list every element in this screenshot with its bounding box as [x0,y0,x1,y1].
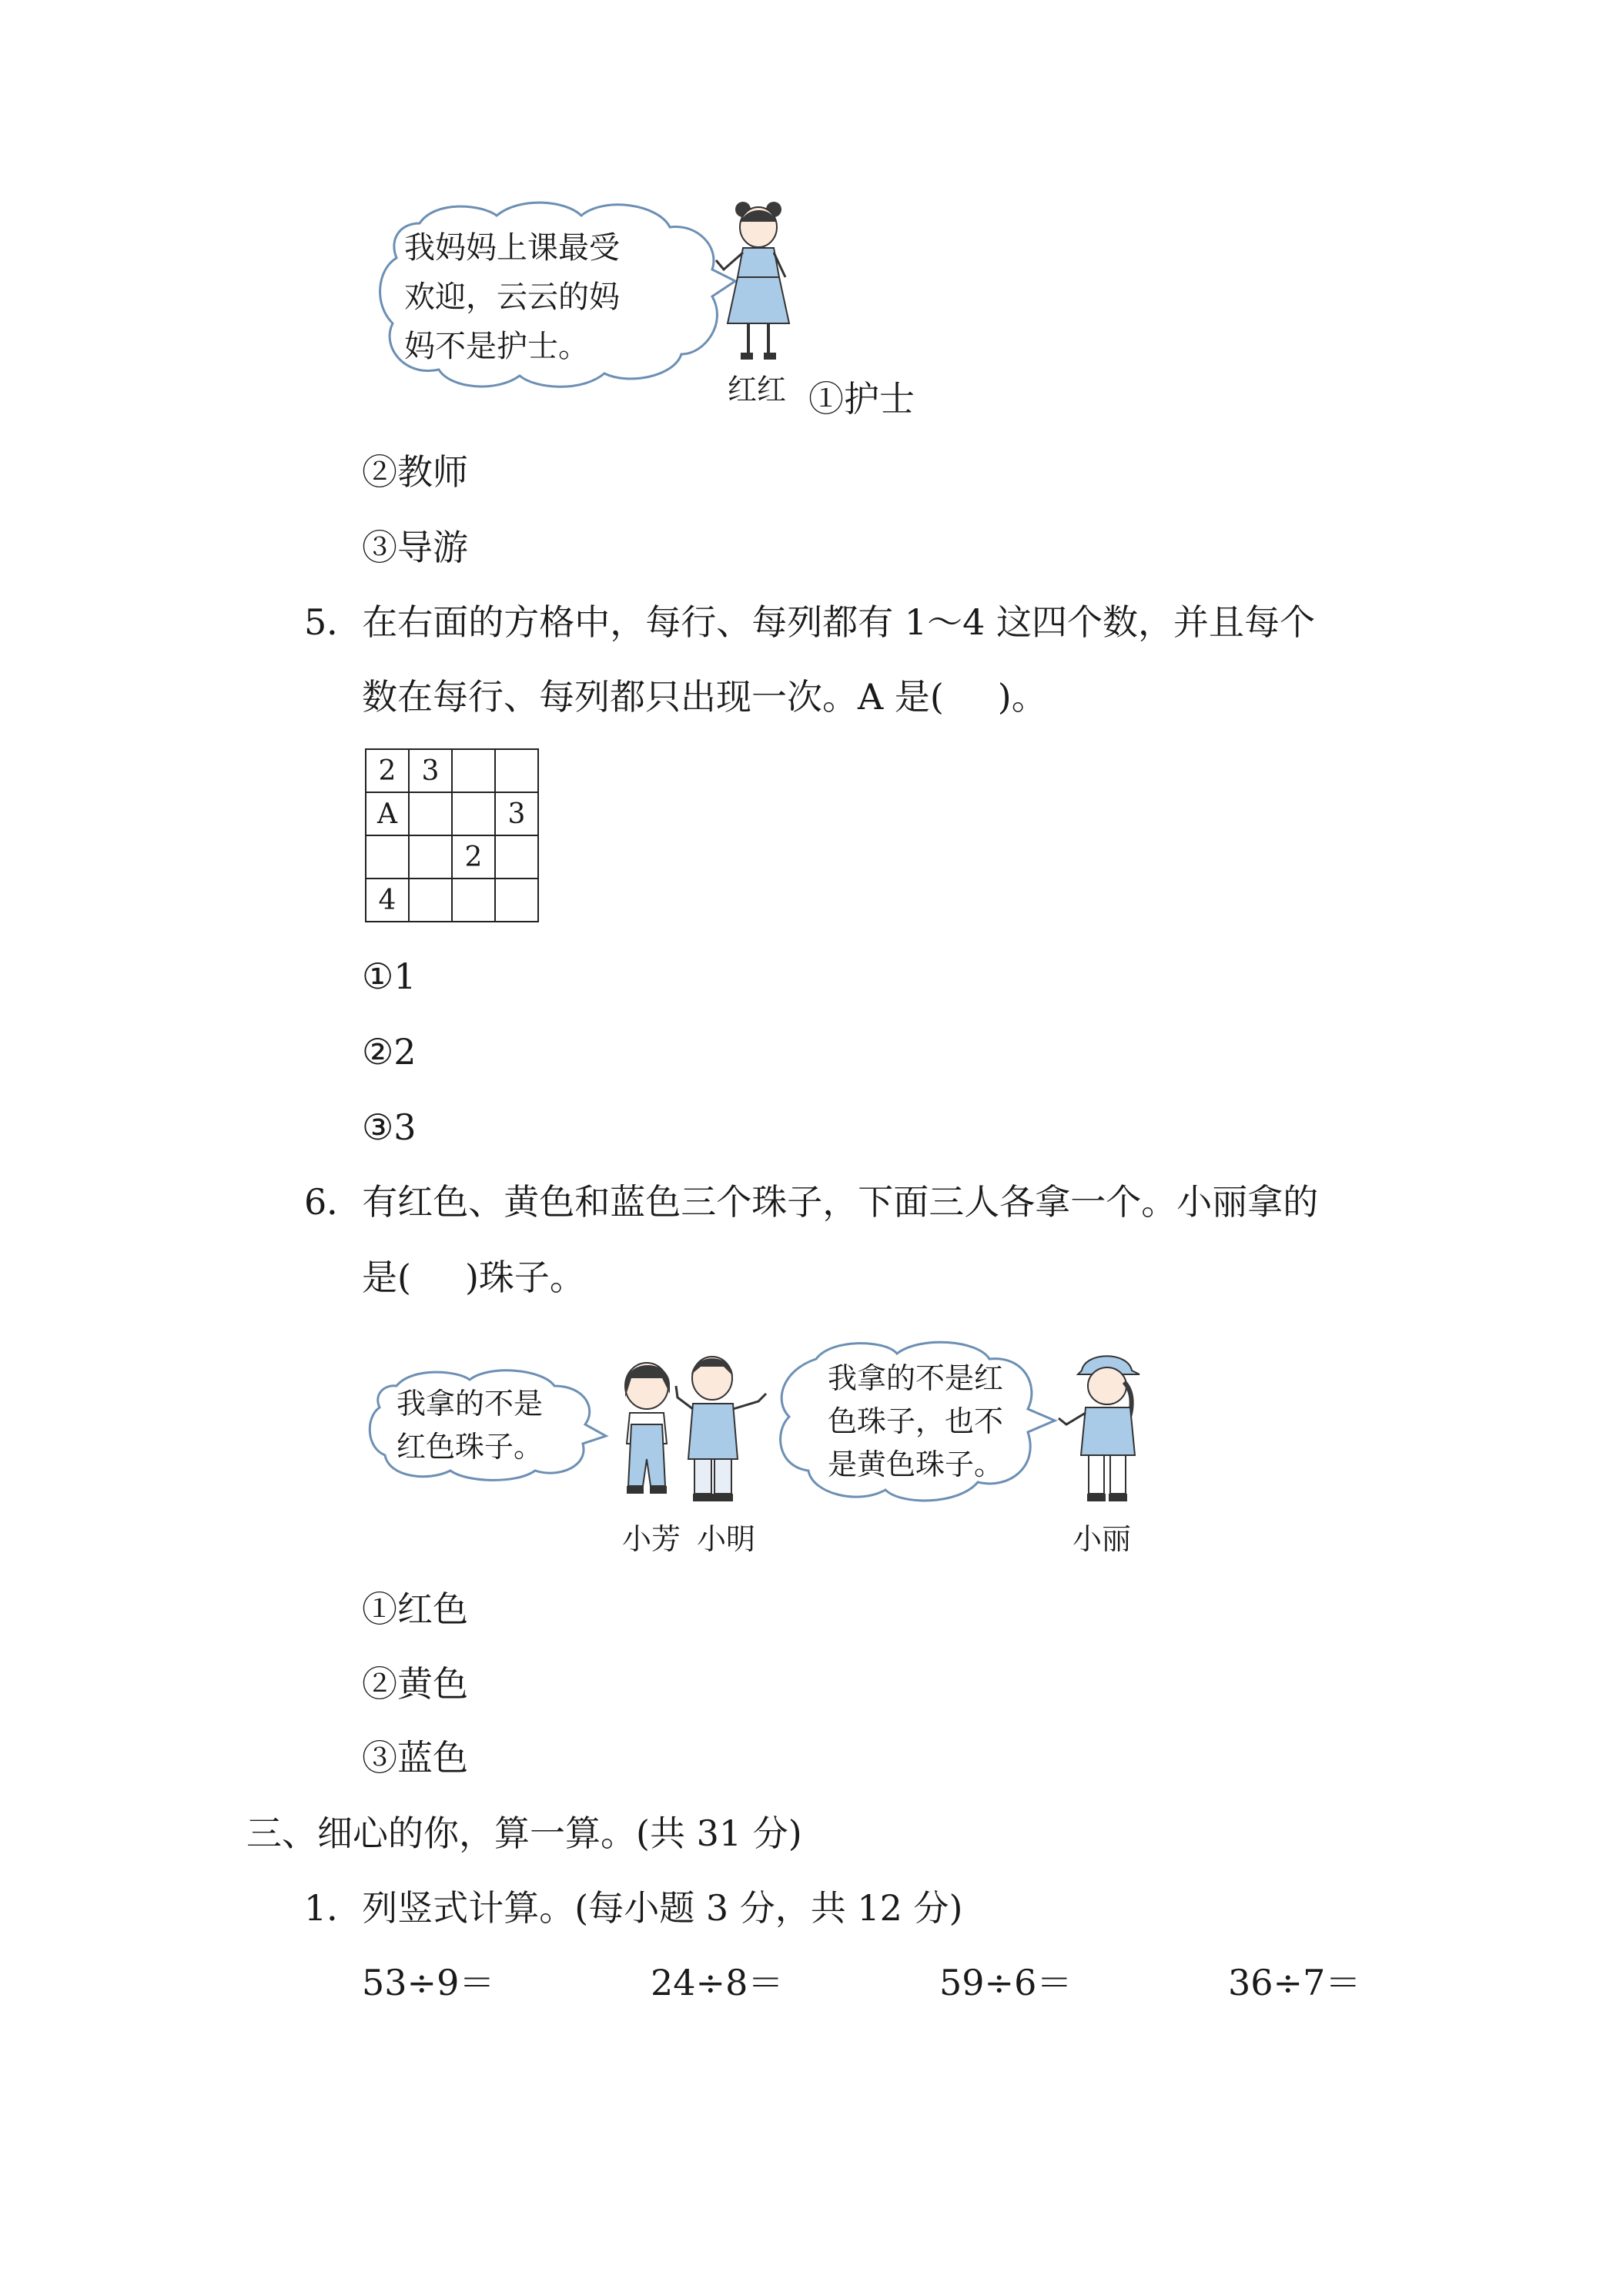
calc-problem: 59÷6＝ [939,1962,1073,2003]
q6-line2-after: )珠子。 [464,1257,585,1298]
grid-cell [452,879,495,922]
bubble-line: 我拿的不是红 [828,1361,1004,1395]
grid-cell: 3 [495,792,538,835]
q4-option-3: ③导游 [362,527,468,568]
q6-option-3: ③蓝色 [362,1737,468,1779]
bubble-line: 我拿的不是 [397,1387,544,1421]
bubble-line: 红色珠子。 [397,1430,544,1464]
bubble-line: 色珠子，也不 [828,1404,1004,1438]
q5-option-2: ②2 [362,1031,417,1073]
grid-cell: 3 [409,749,452,792]
grid-cell [366,835,409,879]
number-grid [365,748,539,922]
grid-cell [495,749,538,792]
q5-option-3: ③3 [362,1106,417,1148]
q5-line1: 5．在右面的方格中，每行、每列都有 1～4 这四个数，并且每个 [304,601,1316,643]
grid-cell: 2 [452,835,495,879]
section-heading: 三、细心的你，算一算。(共 31 分) [246,1812,802,1854]
calc-problem: 36÷7＝ [1228,1962,1361,2003]
q4-option-2: ②教师 [362,451,468,493]
q6-option-1: ①红色 [362,1588,468,1630]
q6-line1: 6．有红色、黄色和蓝色三个珠子，下面三人各拿一个。小丽拿的 [304,1181,1319,1223]
kids-illustration [608,1351,778,1521]
calc-problem: 24÷8＝ [651,1962,784,2003]
grid-cell [452,749,495,792]
xiaoli-illustration [1055,1347,1155,1517]
grid-cell [409,879,452,922]
grid-cell [495,879,538,922]
bubble-line: 是黄色珠子。 [828,1448,1004,1481]
grid-cell [452,792,495,835]
grid-cell [409,792,452,835]
subsection-heading: 1．列竖式计算。(每小题 3 分，共 12 分) [304,1887,963,1929]
grid-cell [409,835,452,879]
grid-cell [495,835,538,879]
girl-illustration [708,192,801,370]
bubble-line: 欢迎，云云的妈 [404,279,620,315]
q5-line2-before: 数在每行、每列都只出现一次。A 是( [362,676,944,718]
grid-cell: A [366,792,409,835]
bubble-line: 妈不是护士。 [404,329,589,364]
speaker-name: 红红 [728,373,787,407]
bubble-line: 我妈妈上课最受 [404,230,620,266]
q5-line2-after: )。 [997,676,1047,718]
calc-problem: 53÷9＝ [362,1962,495,2003]
name-xiaoming: 小明 [697,1522,756,1556]
q5-line2 [362,676,1047,718]
q4-option-1: ①护士 [808,378,915,420]
q5-option-1: ①1 [362,956,417,997]
name-xiaofang: 小芳 [622,1522,681,1556]
q6-option-2: ②黄色 [362,1663,468,1705]
q6-line2-before: 是( [362,1257,411,1298]
grid-cell: 4 [366,879,409,922]
grid-cell: 2 [366,749,409,792]
q6-line2 [362,1257,585,1298]
name-xiaoli: 小丽 [1073,1522,1132,1556]
